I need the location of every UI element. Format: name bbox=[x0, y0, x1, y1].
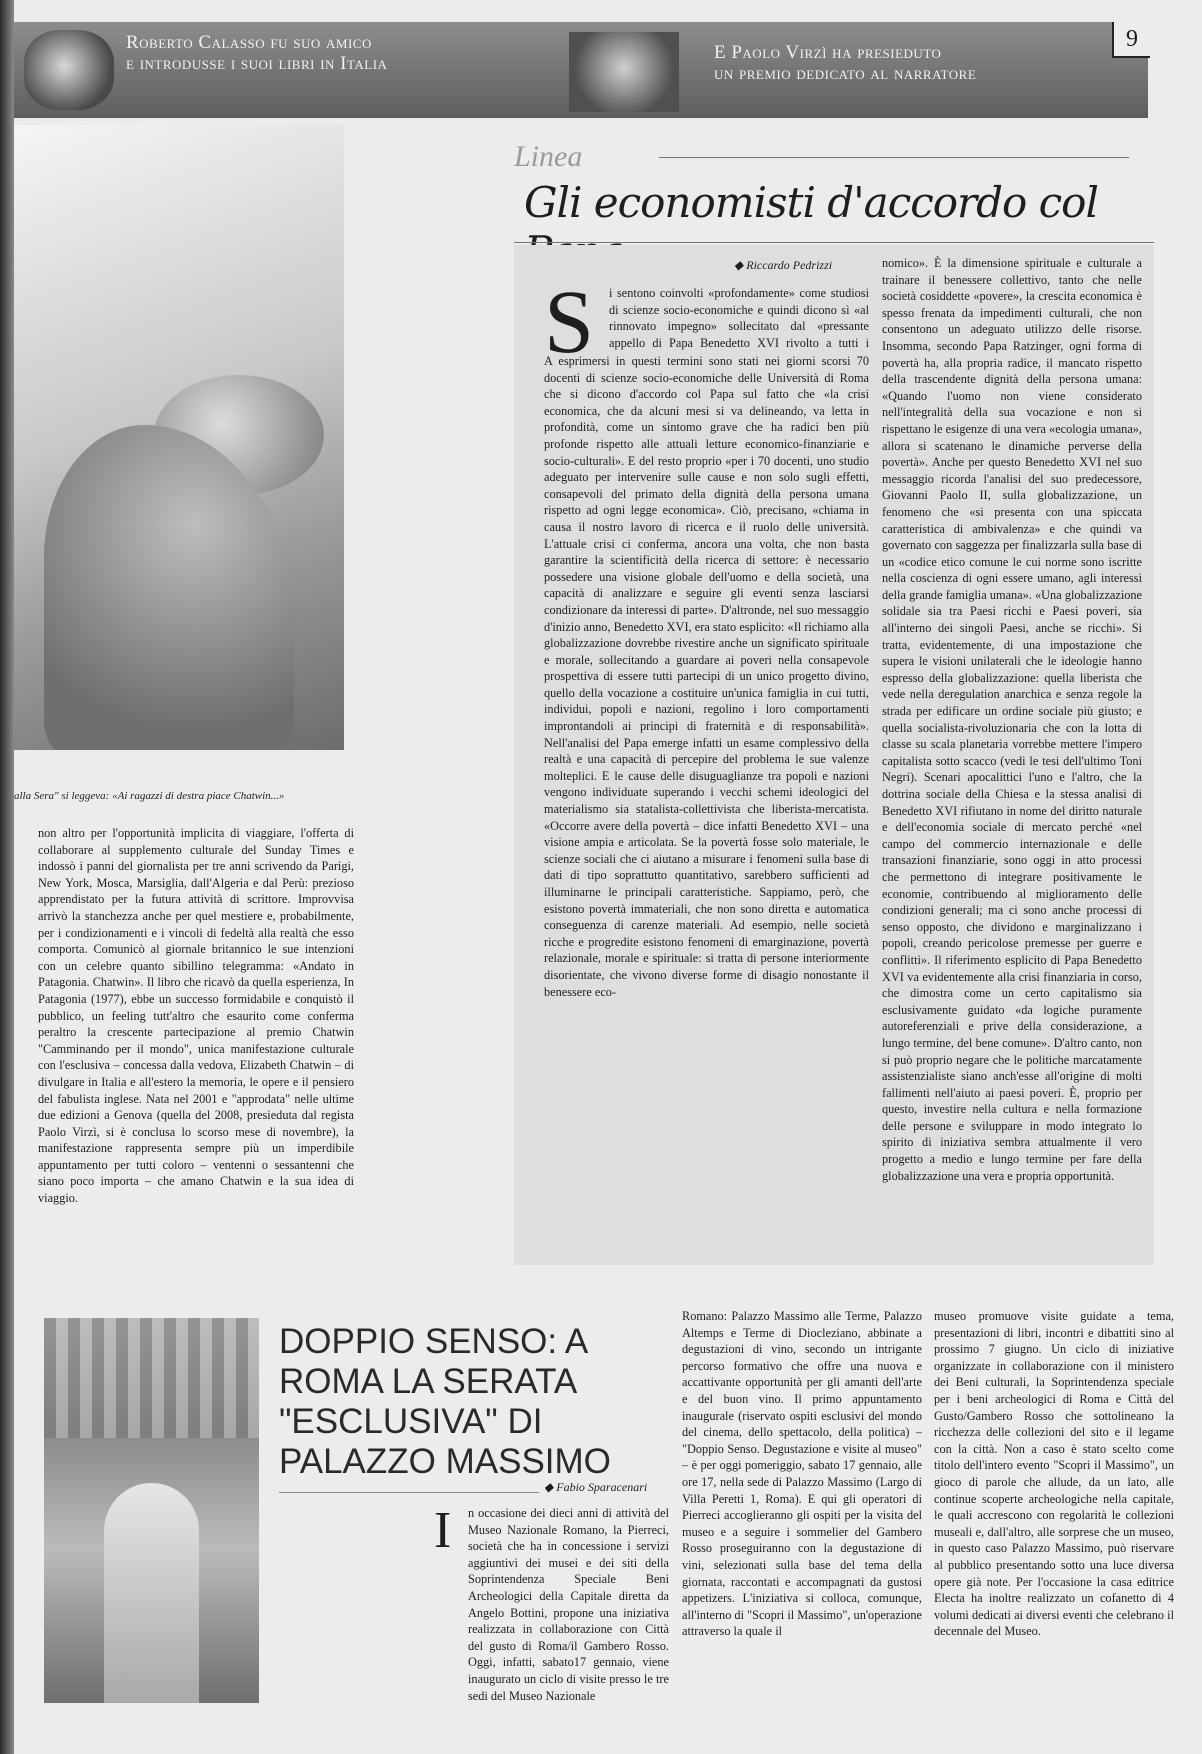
bottom-byline: ◆ Fabio Sparacenari bbox=[544, 1480, 648, 1494]
main-headline: Gli economisti d'accordo col bbox=[524, 178, 1098, 227]
page-spine bbox=[0, 0, 14, 1754]
bottom-column-e: museo promuove visite guidate a tema, presentazioni di libri, incontri e dibattiti sino al prossimo 7 giugno. Un ciclo di iniziative organizzate in collaborazione con il ministero dei Beni culturali, la Soprintendenza speciale per i beni archeologici di Roma e Città del Gusto/Gambero Rosso che sottolineano la ricchezza delle collezioni del sito e il legame con la città. Non a caso è stato scelto come titolo dell'intero evento "Scopri il Massimo", un gioco di parole che allude, da un lato, alle continue scoperte archeologiche nella capitale, le quali accrescono con regolarità le collezioni museali e, dall'altro, alle sorprese che un museo, in questo caso Palazzo Massimo, può riservare al pubblico presentando sotto una luce diversa opere già note. Per l'occasione la casa editrice Electa ha inoltre realizzato un cofanetto di 4 volumi dedicati ai diversi eventi che celebrano il decennale del Museo. bbox=[934, 1309, 1174, 1639]
newspaper-page bbox=[14, 0, 1202, 1754]
photo-vault bbox=[44, 1318, 259, 1438]
portrait-photo-right bbox=[569, 32, 679, 112]
divider bbox=[659, 157, 1129, 158]
header-left-line1: Roberto Calasso fu suo amico bbox=[126, 32, 372, 53]
portrait-photo-left bbox=[24, 30, 114, 110]
byline-author: Fabio Sparacenari bbox=[556, 1480, 648, 1494]
bottom-column-c-text: n occasione dei dieci anni di attività del Museo Nazionale Romano, la Pierreci, società che ha in concessione i servizi aggiuntivi dei musei e dei siti della Soprintendenza Speciale Beni Archeologici della Capitale diretta da Angelo Bottini, propone una iniziativa realizzata in collaborazione con Città del gusto di Roma/il Gambero Rosso. Oggi, infatti, sabato17 gennaio, viene inaugurato un ciclo di visite presso le tre sedi del Museo Nazionale bbox=[468, 1506, 669, 1703]
left-column-body: non altro per l'opportunità implicita di viaggiare, l'offerta di collaborare al supplemento culturale del Sunday Times e indossò i panni del giornalista per tre anni scrivendo da Parigi, New York, Mosca, Marsiglia, dall'Algeria e dal Perù: prezioso apprendistato per la futura attività di scrittore. Improvvisa arrivò la stanchezza anche per quel mestiere e, probabilmente, per i condizionamenti e i vincoli di fedeltà alla realtà che esso comporta. Comunicò al giornale britannico le sue intenzioni con un celebre quanto sibillino telegramma: «Andato in Patagonia. Chatwin». Il libro che ricavò da quella esperienza, In Patagonia (1977), ebbe un successo formidabile e conquistò il pubblico, un feeling tutt'altro che esaurito come conferma peraltro la crescente partecipazione al premio Chatwin "Camminando per il mondo", unica manifestazione culturale con l'esclusiva – concessa dalla vedova, Elizabeth Chatwin – di divulgare in Italia e all'estero la memoria, le opere e il pensiero del fabulista inglese. Nata nel 2001 e "approdata" nelle ultime due edizioni a Genova (quella del 2008, presieduta dal regista Paolo Virzì, si è conclusa lo scorso mese di novembre), la manifestazione rappresenta sempre più un imperdibile appuntamento per tutti coloro – ventenni o sessantenni che siano poco importa – che amano Chatwin e la sua idea di viaggio. bbox=[38, 826, 354, 1206]
bottom-headline: DOPPIO SENSO: A ROMA LA SERATA "ESCLUSIVA" DI PALAZZO MASSIMO bbox=[279, 1322, 611, 1481]
header-band bbox=[14, 22, 1148, 118]
article-column-a-intro: i sentono coinvolti «profondamente» come studiosi di scienze socio-economiche e quindi dicono sì «al rinnovato impegno» sollecitato dal «pressante appello di Papa Benedetto XVI rivolto a tutti i bbox=[609, 286, 869, 350]
article-byline: ◆ Riccardo Pedrizzi bbox=[734, 258, 833, 272]
drop-cap: S bbox=[544, 273, 595, 372]
photo-arch bbox=[104, 1483, 199, 1703]
knee-hands-photo bbox=[14, 125, 344, 750]
header-left-text bbox=[126, 32, 387, 74]
article-column-a: A esprimersi in questi termini sono stati nei giorni scorsi 70 docenti di scienze socio-economiche delle Università di Roma che si dicono d'accordo col Papa sul fatto che «la crisi economica, che da alcuni mesi si va delineando, va letta in profondità, come un sintomo grave che ha radici ben più profonde rispetto alle attuali letture economico-finanziarie e socio-culturali». E del resto proprio «per i 70 docenti, uno studio adeguato per intervenire sulle cause e non solo sugli effetti, consapevoli del primato della dignità della persona umana rispetto ad ogni legge economica». Ciò, precisano, «chiama in causa il nostro lavoro di ricerca e il ruolo delle università. L'attuale crisi ci conferma, ancora una volta, che non basta garantire la scientificità della ricerca di settore: è necessario possedere una visione globale dell'uomo e della società, una capacità di analizzare e seguire gli eventi senza lasciarsi condizionare da interessi di parte». D'altronde, nel suo messaggio d'inizio anno, Benedetto XVI, era stato esplicito: «Il richiamo alla globalizzazione dovrebbe rivestire anche un significato spirituale e morale, sollecitando a guardare ai poveri nella consapevole prospettiva di essere tutti partecipi di un unico progetto divino, quello della vocazione a costituire un'unica famiglia in cui tutti, individui, popoli e nazioni, regolino i loro comportamenti improntandoli ai principi di fraternità e di responsabilità». Nell'analisi del Papa emerge infatti un esame complessivo della realtà e una capacità di percepire del problema le sue valenze molteplici. E le cause delle disuguaglianze tra popoli e nazioni vengono individuate superando i vecchi schemi ideologici del materialismo sia statalista-collettivista che liberista-mercatista. «Occorre avere della povertà – dice infatti Benedetto XVI – una visione ampia e articolata. Se la povertà fosse solo materiale, le scienze sociali che ci aiutano a misurare i fenomeni sulla base di dati di tipo soprattutto quantitativo, sarebbero sufficienti ad illuminarne le principali caratteristiche. Sappiamo, però, che esistono povertà immateriali, che non sono diretta e automatica conseguenza di carenze materiali. Ad esempio, nelle società ricche e progredite esistono fenomeni di emarginazione, povertà relazionale, morale e spirituale: si tratta di persone interiormente disorientate, che vivono diverse forme di disagio nonostante il benessere eco- bbox=[544, 354, 869, 999]
photo-caption: alla Sera" si leggeva: «Ai ragazzi di destra piace Chatwin...» bbox=[14, 790, 285, 802]
header-left-line2: e introdusse i suoi libri in Italia bbox=[126, 53, 388, 74]
drop-cap: I bbox=[434, 1502, 452, 1559]
divider bbox=[279, 1492, 539, 1493]
article-column-b: nomico». È la dimensione spirituale e culturale a trainare il benessere collettivo, tanto che nelle società cosiddette «povere», la crescita economica è spesso frenata da impedimenti culturali, che non consentono un adeguato utilizzo delle risorse. Insomma, secondo Papa Ratzinger, ogni forma di povertà ha, alla propria radice, il mancato rispetto della trascendente dignità della persona umana: «Quando l'uomo non viene considerato nell'integralità della sua vocazione e non si rispettano le esigenze di una vera «ecologia umana», allora si scatenano le dinamiche perverse della povertà». Anche per questo Benedetto XVI nel suo messaggio ricorda l'analisi del suo predecessore, Giovanni Paolo II, sulla globalizzazione, un fenomeno che «si presenta con una spiccata caratteristica di ambivalenza» e che quindi va governato con saggezza per finalizzarla sulla base di un «codice etico comune le cui norme sono iscritte nella coscienza di ogni essere umano, agli interessi della grande famiglia umana». «Una globalizzazione solidale sia tra Paesi ricchi e Paesi poveri, sia all'interno dei singoli Paesi, anche se ricchi». Si tratta, evidentemente, di una impostazione che supera le visioni unilaterali che le ideologie hanno espresso della globalizzazione: quella liberista che vede nella deregulation anarchica e senza regole la strada per edificare un ordine sociale più giusto; e quella socialista-rivoluzionaria che con la lotta di classe su scala planetaria vorrebbe mettere l'impero capitalista sotto scacco (vedi le tesi dell'ultimo Toni Negri). Scenari apocalittici l'uno e l'altro, che la dottrina sociale della Chiesa e la stessa analisi di Benedetto XVI rifiutano in nome del diritto naturale e dell'economia sociale di mercato perché «nel campo del commercio internazionale e delle transazioni finanziarie, sono oggi in atto processi che permettono di integrare positivamente le economie, contribuendo al miglioramento delle condizioni generali; ma ci sono anche processi di senso opposto, che dividono e marginalizzano i popoli, creando pericolose premesse per guerre e conflitti». Il riferimento esplicito di Papa Benedetto XVI va evidentemente alla crisi finanziaria in corso, che dimostra come un certo capitalismo sia esclusivamente guidato «da logiche puramente autoreferenziali e prive della considerazione, a lungo termine, del bene comune». D'altro canto, non si può proprio negare che le politiche marcatamente assistenzialiste siano anch'esse all'origine di molti fallimenti nell'aiuto ai paesi poveri. È, proprio per questo, investire nella cultura e nella formazione delle persone e sviluppare in modo integrato lo spirito di iniziativa sembra attualmente il vero progetto a medio e lungo termine per fare della globalizzazione una vera e propria opportunità. bbox=[882, 256, 1142, 1183]
section-kicker: Linea bbox=[514, 140, 583, 173]
page-number: 9 bbox=[1112, 22, 1150, 58]
divider bbox=[514, 242, 1154, 243]
bottom-column-c bbox=[434, 1502, 669, 1705]
museum-hall-photo bbox=[44, 1318, 259, 1703]
header-right-line2: un premio dedicato al narratore bbox=[714, 63, 977, 84]
header-right-line1: E Paolo Virzì ha presieduto bbox=[714, 42, 942, 63]
bottom-column-d: Romano: Palazzo Massimo alle Terme, Palazzo Altemps e Terme di Diocleziano, abbinate a degustazioni di vino, secondo un intrigante percorso formativo che offre una nuova e accattivante opportunità per gli amanti dell'arte e del buon vino. Il primo appuntamento inaugurale (riservato ospiti esclusivi del mondo del cinema, dello spettacolo, della politica) – "Doppio Senso. Degustazione e visite al museo" – è per oggi pomeriggio, sabato 17 gennaio, alle ore 17, nella sede di Palazzo Massimo (Largo di Villa Peretti 1, Roma). E qui gli operatori di Pierreci accoglieranno gli ospiti per la visita del museo e a seguire i sommelier del Gambero Rosso proseguiranno con la degustazione di vini, selezionati sulla base del tema della giornata, raccontati e accompagnati da gustosi appetizers. L'iniziativa si colloca, comunque, all'interno di "Scopri il Massimo", un'operazione attraverso la quale il bbox=[682, 1309, 922, 1639]
header-right-text bbox=[714, 42, 976, 84]
byline-author: Riccardo Pedrizzi bbox=[746, 258, 833, 272]
